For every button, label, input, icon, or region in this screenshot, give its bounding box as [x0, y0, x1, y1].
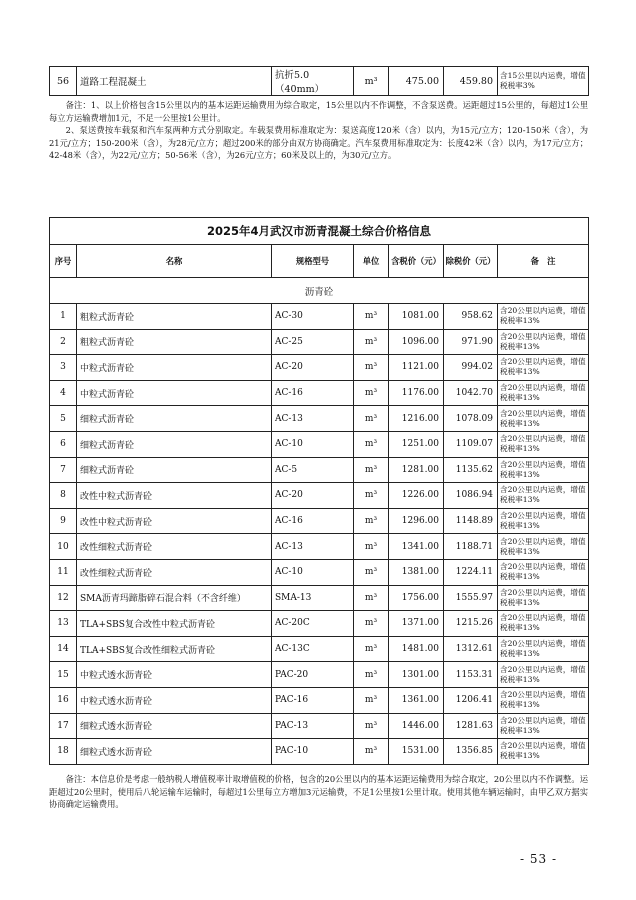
item-unit: m³ — [354, 483, 389, 509]
table-row — [50, 662, 589, 688]
item-unit: m³ — [354, 508, 389, 534]
item-unit: m³ — [354, 457, 389, 483]
table-row — [50, 355, 589, 381]
tax-price: 1381.00 — [389, 559, 444, 585]
item-name: 改性中粒式沥青砼 — [77, 508, 272, 534]
tax-price: 1361.00 — [389, 687, 444, 713]
table-row — [50, 329, 589, 355]
item-spec: AC-10 — [272, 559, 354, 585]
item-unit: m³ — [354, 534, 389, 560]
notax-price: 1188.71 — [444, 534, 498, 560]
note-paragraph: 备注：1、以上价格包含15公里以内的基本运距运输费用为综合取定，15公里以内不作调整，不含泵送费。运距超过15公里的，每超过1公里每立方运输费增加1元，不足一公里按1公里计。 — [49, 100, 588, 123]
item-spec: AC-20 — [272, 355, 354, 381]
item-spec: AC-30 — [272, 304, 354, 330]
notax-price: 958.62 — [444, 304, 498, 330]
item-remark: 含20公里以内运费，增值税税率13% — [498, 687, 589, 713]
item-name: 改性中粒式沥青砼 — [77, 483, 272, 509]
tax-price: 1216.00 — [389, 406, 444, 432]
table-row — [50, 559, 589, 585]
table-title: 2025年4月武汉市沥青混凝土综合价格信息 — [50, 218, 589, 245]
item-unit: m³ — [354, 406, 389, 432]
item-remark: 含20公里以内运费，增值税税率13% — [498, 355, 589, 381]
table-row — [50, 636, 589, 662]
notax-price: 1215.26 — [444, 611, 498, 637]
note-paragraph: 2、泵送费按车载泵和汽车泵两种方式分别取定。车载泵费用标准取定为：泵送高度120米（含）以内，为15元/立方；120-150米（含），为21元/立方；150-200米（含），为28元/立方；超过200米的部分由双方协商确定。汽车泵费用标准取定为：长度42米（含）以内，为17元/立方；42-48米（含），为22元/立方；50-56米（含），为26元/立方；60米及以上的，为30元/立方。 — [49, 125, 588, 161]
table-row — [50, 304, 589, 330]
item-name: 道路工程混凝土 — [77, 67, 272, 96]
tax-price: 1176.00 — [389, 380, 444, 406]
note-paragraph: 备注：本信息价是考虑一般纳税人增值税率计取增值税的价格，包含的20公里以内的基本运距运输费用为综合取定，20公里以内不作调整。运距超过20公里时，使用后八轮运输车运输时，每超过1公里每立方增加3元运输费，不足1公里按1公里计取。使用其他车辆运输时，由甲乙双方据实协商确定运输费用。 — [49, 774, 588, 810]
row-number: 5 — [50, 406, 77, 432]
row-number: 13 — [50, 611, 77, 637]
item-remark: 含20公里以内运费，增值税税率13% — [498, 406, 589, 432]
tax-price: 1446.00 — [389, 713, 444, 739]
tax-price: 1296.00 — [389, 508, 444, 534]
item-remark: 含20公里以内运费，增值税税率13% — [498, 636, 589, 662]
notax-price: 1042.70 — [444, 380, 498, 406]
item-remark: 含20公里以内运费，增值税税率13% — [498, 611, 589, 637]
item-spec: AC-13 — [272, 534, 354, 560]
notax-price: 1153.31 — [444, 662, 498, 688]
concrete-price-table-continued — [49, 66, 589, 96]
row-number: 16 — [50, 687, 77, 713]
notax-price: 1206.41 — [444, 687, 498, 713]
tax-price: 1301.00 — [389, 662, 444, 688]
row-number: 18 — [50, 739, 77, 765]
item-spec: 抗折5.0（40mm） — [272, 67, 354, 96]
notax-price: 1086.94 — [444, 483, 498, 509]
item-spec: AC-10 — [272, 431, 354, 457]
row-number: 8 — [50, 483, 77, 509]
tax-price: 1481.00 — [389, 636, 444, 662]
item-name: 中粒式沥青砼 — [77, 355, 272, 381]
tax-price: 1251.00 — [389, 431, 444, 457]
row-number: 15 — [50, 662, 77, 688]
tax-price: 1531.00 — [389, 739, 444, 765]
table-row — [50, 534, 589, 560]
notax-price: 994.02 — [444, 355, 498, 381]
item-remark: 含20公里以内运费，增值税税率13% — [498, 585, 589, 611]
item-name: TLA+SBS复合改性中粒式沥青砼 — [77, 611, 272, 637]
tax-price: 475.00 — [389, 67, 444, 96]
header-notax-price: 除税价（元） — [444, 245, 498, 278]
item-remark: 含20公里以内运费，增值税税率13% — [498, 508, 589, 534]
row-number: 17 — [50, 713, 77, 739]
item-name: TLA+SBS复合改性细粒式沥青砼 — [77, 636, 272, 662]
table-row — [50, 611, 589, 637]
row-number: 14 — [50, 636, 77, 662]
notax-price: 1356.85 — [444, 739, 498, 765]
item-unit: m³ — [354, 636, 389, 662]
item-remark: 含20公里以内运费，增值税税率13% — [498, 380, 589, 406]
item-spec: PAC-20 — [272, 662, 354, 688]
item-spec: AC-16 — [272, 380, 354, 406]
item-remark: 含20公里以内运费，增值税税率13% — [498, 457, 589, 483]
item-remark: 含20公里以内运费，增值税税率13% — [498, 431, 589, 457]
item-spec: AC-13 — [272, 406, 354, 432]
header-unit: 单位 — [354, 245, 389, 278]
category-label: 沥青砼 — [50, 278, 589, 304]
item-spec: AC-20C — [272, 611, 354, 637]
item-spec: AC-25 — [272, 329, 354, 355]
table-body — [50, 304, 589, 765]
tax-price: 1226.00 — [389, 483, 444, 509]
asphalt-note — [49, 773, 588, 811]
item-unit: m³ — [354, 431, 389, 457]
item-remark: 含20公里以内运费，增值税税率13% — [498, 483, 589, 509]
item-remark: 含20公里以内运费，增值税税率13% — [498, 739, 589, 765]
item-name: 细粒式沥青砼 — [77, 431, 272, 457]
item-name: 粗粒式沥青砼 — [77, 329, 272, 355]
notax-price: 1224.11 — [444, 559, 498, 585]
asphalt-price-table — [49, 217, 589, 765]
table-row — [50, 431, 589, 457]
item-unit: m³ — [354, 739, 389, 765]
item-name: 细粒式沥青砼 — [77, 406, 272, 432]
row-number: 9 — [50, 508, 77, 534]
tax-price: 1371.00 — [389, 611, 444, 637]
header-name: 名称 — [77, 245, 272, 278]
item-remark: 含15公里以内运费，增值税税率3% — [498, 67, 589, 96]
item-unit: m³ — [354, 585, 389, 611]
item-name: 改性细粒式沥青砼 — [77, 559, 272, 585]
table-row — [50, 457, 589, 483]
item-spec: PAC-16 — [272, 687, 354, 713]
table-row — [50, 585, 589, 611]
notax-price: 1148.89 — [444, 508, 498, 534]
item-name: SMA沥青玛蹄脂碎石混合料（不含纤维） — [77, 585, 272, 611]
item-name: 中粒式透水沥青砼 — [77, 662, 272, 688]
header-tax-price: 含税价（元） — [389, 245, 444, 278]
item-remark: 含20公里以内运费，增值税税率13% — [498, 304, 589, 330]
item-spec: PAC-10 — [272, 739, 354, 765]
header-no: 序号 — [50, 245, 77, 278]
table-row — [50, 739, 589, 765]
item-name: 细粒式透水沥青砼 — [77, 713, 272, 739]
row-number: 7 — [50, 457, 77, 483]
row-number: 4 — [50, 380, 77, 406]
row-number: 1 — [50, 304, 77, 330]
item-remark: 含20公里以内运费，增值税税率13% — [498, 662, 589, 688]
item-remark: 含20公里以内运费，增值税税率13% — [498, 559, 589, 585]
item-unit: m³ — [354, 355, 389, 381]
row-number: 3 — [50, 355, 77, 381]
item-unit: m³ — [354, 67, 389, 96]
item-remark: 含20公里以内运费，增值税税率13% — [498, 713, 589, 739]
notax-price: 971.90 — [444, 329, 498, 355]
notax-price: 1281.63 — [444, 713, 498, 739]
item-name: 改性细粒式沥青砼 — [77, 534, 272, 560]
table-row — [50, 406, 589, 432]
notax-price: 1109.07 — [444, 431, 498, 457]
item-unit: m³ — [354, 304, 389, 330]
item-name: 粗粒式沥青砼 — [77, 304, 272, 330]
row-number: 11 — [50, 559, 77, 585]
concrete-notes — [49, 99, 588, 162]
item-spec: AC-13C — [272, 636, 354, 662]
row-number: 12 — [50, 585, 77, 611]
row-number: 10 — [50, 534, 77, 560]
table-row — [50, 508, 589, 534]
item-unit: m³ — [354, 329, 389, 355]
table-row — [50, 380, 589, 406]
notax-price: 1555.97 — [444, 585, 498, 611]
item-unit: m³ — [354, 559, 389, 585]
item-unit: m³ — [354, 611, 389, 637]
item-unit: m³ — [354, 662, 389, 688]
notax-price: 1312.61 — [444, 636, 498, 662]
notax-price: 1078.09 — [444, 406, 498, 432]
item-name: 细粒式透水沥青砼 — [77, 739, 272, 765]
row-number: 6 — [50, 431, 77, 457]
tax-price: 1121.00 — [389, 355, 444, 381]
row-number: 2 — [50, 329, 77, 355]
item-remark: 含20公里以内运费，增值税税率13% — [498, 534, 589, 560]
item-spec: AC-5 — [272, 457, 354, 483]
table-row — [50, 713, 589, 739]
tax-price: 1081.00 — [389, 304, 444, 330]
item-unit: m³ — [354, 687, 389, 713]
header-remark: 备 注 — [498, 245, 589, 278]
page-number: - 53 - — [520, 852, 558, 866]
tax-price: 1756.00 — [389, 585, 444, 611]
item-unit: m³ — [354, 713, 389, 739]
tax-price: 1096.00 — [389, 329, 444, 355]
table-header-row — [50, 245, 589, 278]
table-row — [50, 483, 589, 509]
table-row — [50, 67, 589, 96]
item-remark: 含20公里以内运费，增值税税率13% — [498, 329, 589, 355]
item-spec: PAC-13 — [272, 713, 354, 739]
header-spec: 规格型号 — [272, 245, 354, 278]
table-row — [50, 687, 589, 713]
notax-price: 459.80 — [444, 67, 498, 96]
item-spec: SMA-13 — [272, 585, 354, 611]
item-unit: m³ — [354, 380, 389, 406]
item-name: 中粒式沥青砼 — [77, 380, 272, 406]
tax-price: 1341.00 — [389, 534, 444, 560]
item-name: 中粒式透水沥青砼 — [77, 687, 272, 713]
notax-price: 1135.62 — [444, 457, 498, 483]
item-name: 细粒式沥青砼 — [77, 457, 272, 483]
item-spec: AC-16 — [272, 508, 354, 534]
item-spec: AC-20 — [272, 483, 354, 509]
tax-price: 1281.00 — [389, 457, 444, 483]
row-number: 56 — [50, 67, 77, 96]
